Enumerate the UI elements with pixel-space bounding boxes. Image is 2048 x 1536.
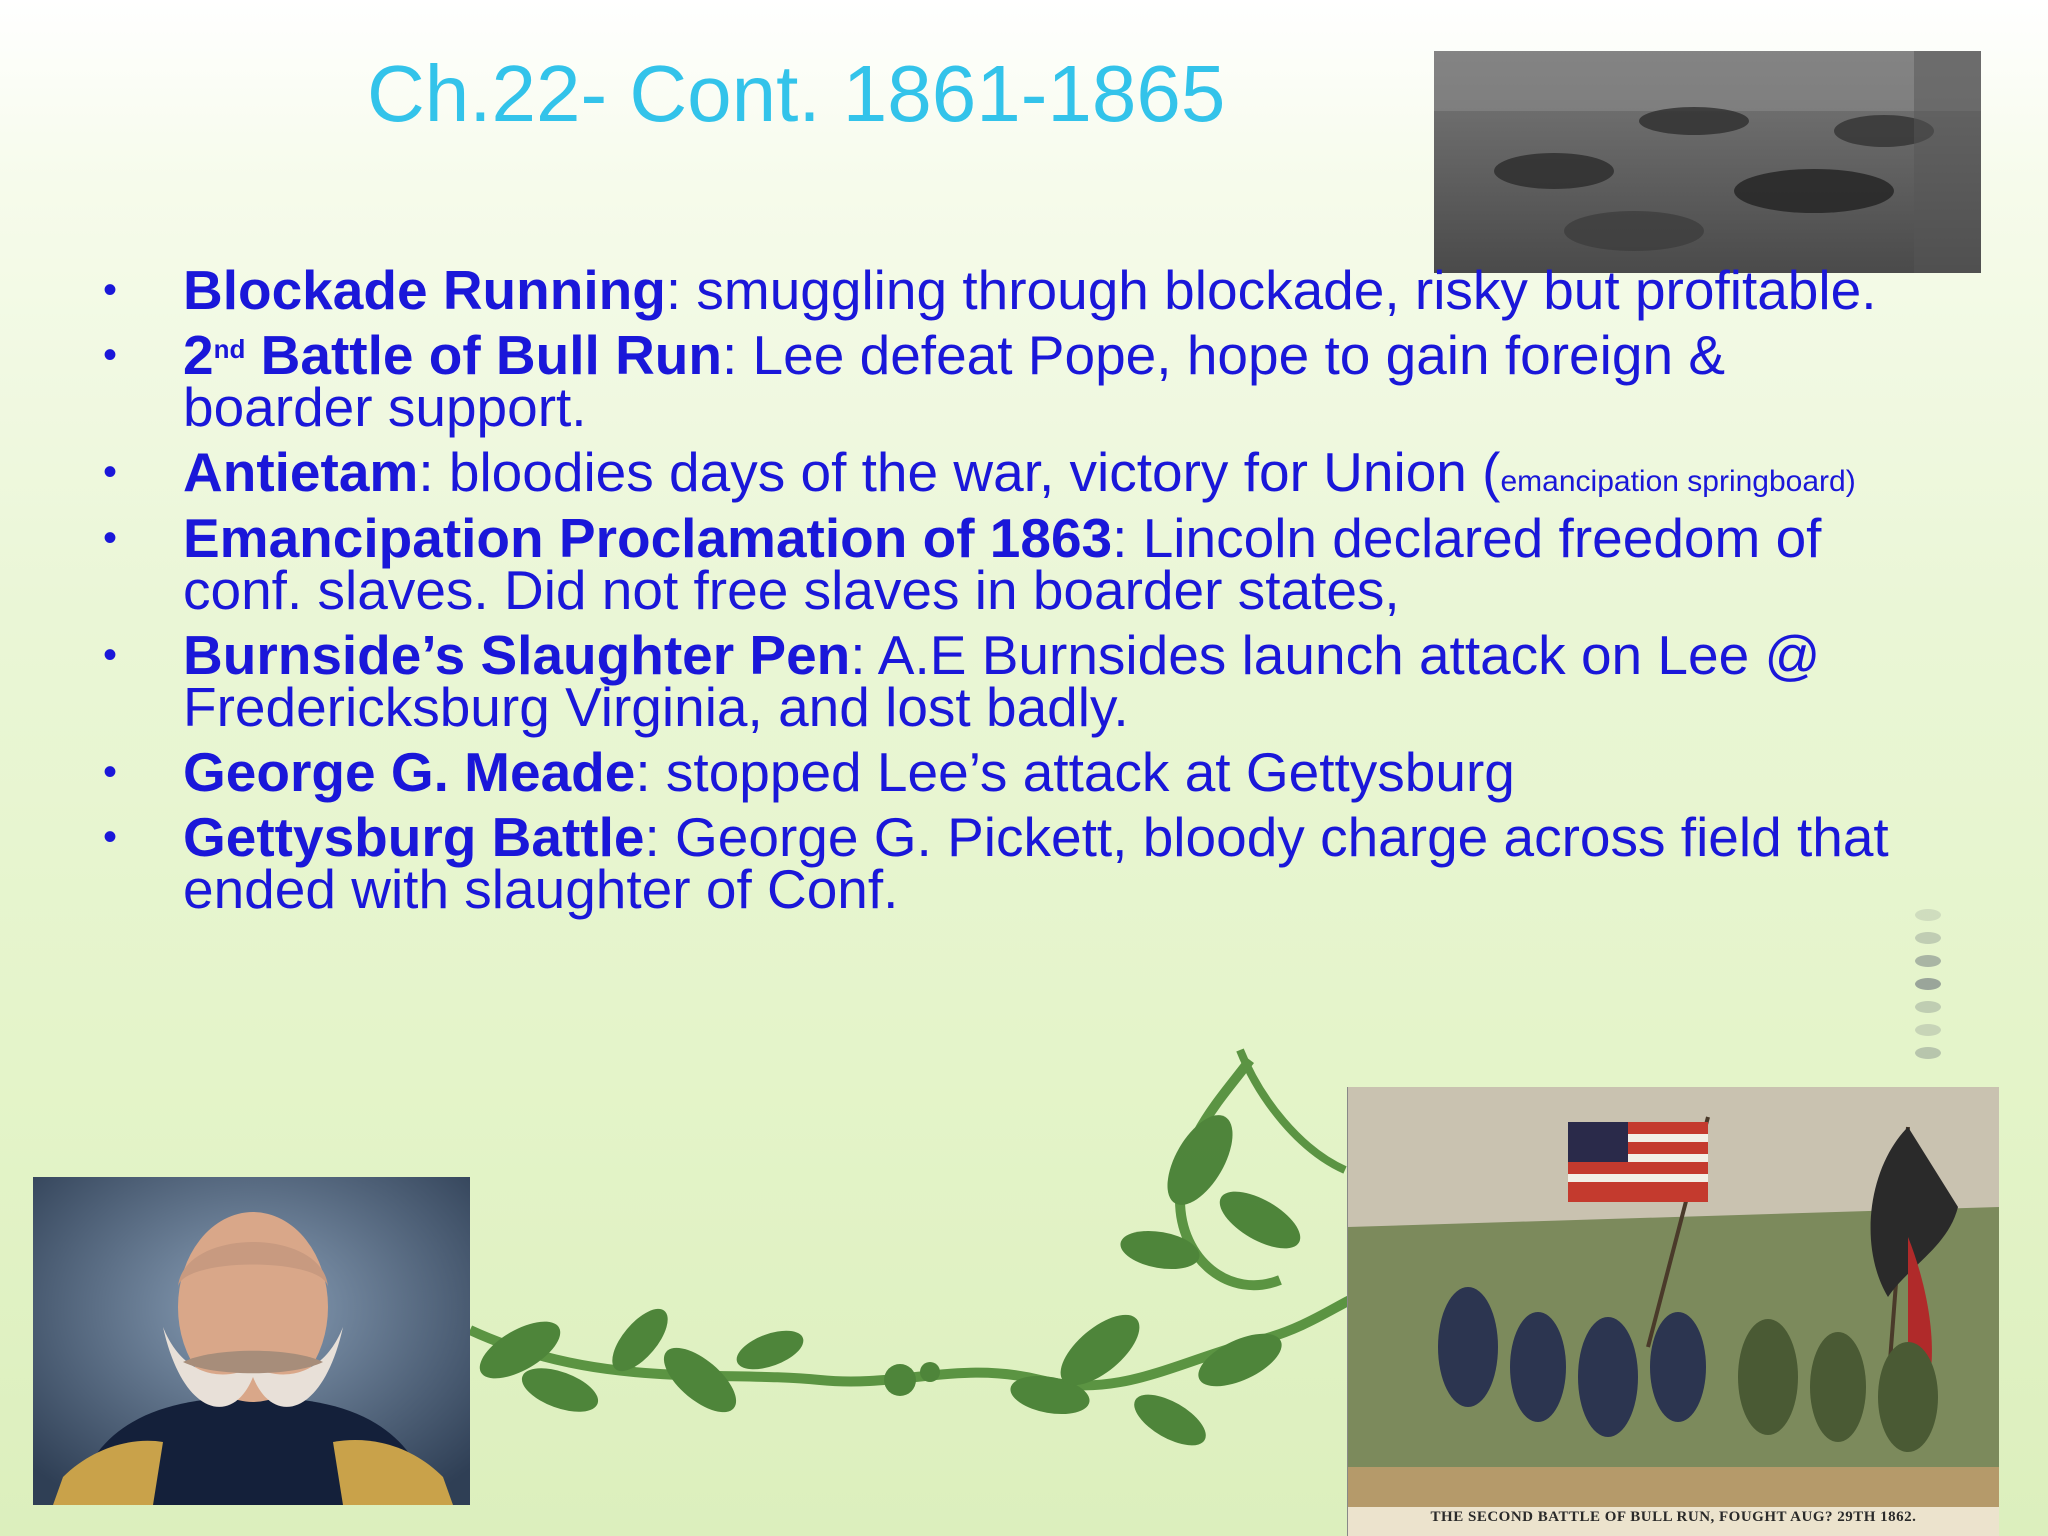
bullet-dot: •	[103, 750, 118, 794]
bullet-text: A.E Burnsides launch attack on Lee @ Fredericksburg Virginia, and lost badly.	[183, 624, 1821, 738]
bullet-term: Blockade Running	[183, 259, 666, 321]
general-portrait	[33, 1177, 470, 1505]
bullet-term-number: 2	[183, 324, 214, 386]
bullet-text: stopped Lee’s attack at Gettysburg	[650, 741, 1515, 803]
bullet-term: Emancipation Proclamation of 1863	[183, 507, 1113, 569]
bullet-sep: :	[1112, 507, 1128, 569]
list-item	[103, 441, 1903, 503]
bullet-dot: •	[103, 633, 118, 677]
bullet-term: Antietam	[183, 441, 419, 503]
bullet-text: George G. Pickett, bloody charge across field that ended with slaughter of Conf.	[183, 806, 1889, 920]
bullet-dot: •	[103, 268, 118, 312]
bullet-term: George G. Meade	[183, 741, 636, 803]
list-item	[103, 324, 1903, 438]
bullet-sep: :	[722, 324, 738, 386]
bullet-small-text: emancipation springboard)	[1500, 465, 1856, 498]
list-item	[103, 741, 1903, 803]
bullet-sep: :	[644, 806, 660, 868]
bullet-sep: :	[665, 259, 682, 321]
battle-print-image	[1347, 1087, 1999, 1536]
bullet-dot: •	[103, 815, 118, 859]
list-item	[103, 259, 1903, 321]
bullet-dot: •	[103, 450, 118, 494]
bullet-dot: •	[103, 333, 118, 377]
bullet-sep: :	[850, 624, 866, 686]
bullet-sep: :	[635, 741, 651, 803]
slide-title: Ch.22- Cont. 1861-1865	[367, 49, 1226, 138]
battlefield-photo	[1434, 51, 1981, 273]
bullet-term: Battle of Bull Run	[245, 324, 722, 386]
print-caption: THE SECOND BATTLE OF BULL RUN, FOUGHT AUG? 29TH 1862.	[1430, 1509, 1917, 1525]
bullet-term: Gettysburg Battle	[183, 806, 645, 868]
list-item	[103, 507, 1903, 621]
decorative-dots	[1913, 900, 1943, 1080]
bullet-text: Lincoln declared freedom of conf. slaves. Did not free slaves in boarder states,	[183, 507, 1822, 621]
bullet-list	[103, 259, 1903, 928]
bullet-term: Burnside’s Slaughter Pen	[183, 624, 851, 686]
bullet-text: Lee defeat Pope, hope to gain foreign & boarder support.	[183, 324, 1725, 438]
bullet-text: bloodies days of the war, victory for Union (	[433, 441, 1501, 503]
list-item	[103, 806, 1903, 920]
bullet-sep: :	[418, 441, 434, 503]
bullet-dot: •	[103, 516, 118, 560]
bullet-text: smuggling through blockade, risky but profitable.	[681, 259, 1877, 321]
bullet-term-superscript: nd	[213, 334, 246, 364]
list-item	[103, 624, 1903, 738]
